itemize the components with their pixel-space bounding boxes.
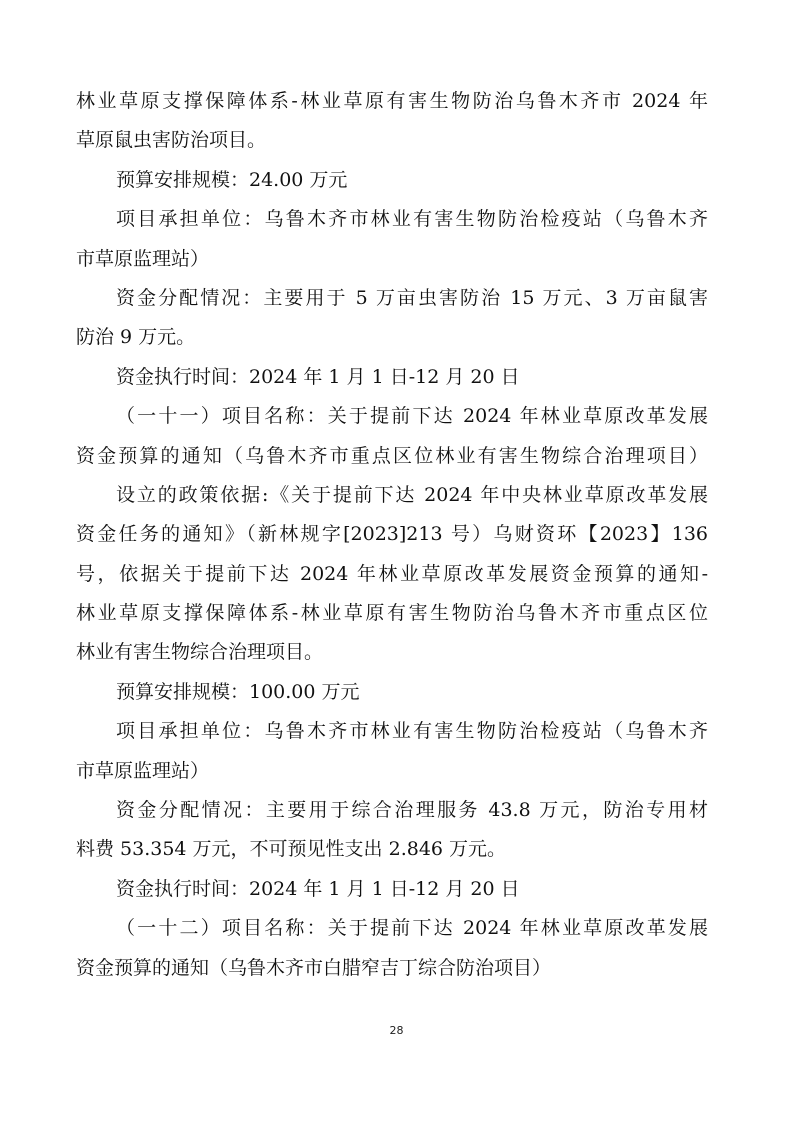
text-line: 资金任务的通知》（新林规字[2023]213 号）乌财资环【2023】136 <box>76 523 708 546</box>
text-line: 预算安排规模：24.00 万元 <box>116 168 348 191</box>
text-line: 预算安排规模：100.00 万元 <box>116 680 360 703</box>
text-line: 林业草原支撑保障体系-林业草原有害生物防治乌鲁木齐市重点区位 <box>76 602 708 625</box>
text-line: （一十二）项目名称：关于提前下达 2024 年林业草原改革发展 <box>116 917 708 940</box>
text-line: 料费 53.354 万元，不可预见性支出 2.846 万元。 <box>76 838 507 861</box>
text-line: 资金分配情况：主要用于 5 万亩虫害防治 15 万元、3 万亩鼠害 <box>116 286 708 309</box>
text-line: 号，依据关于提前下达 2024 年林业草原改革发展资金预算的通知- <box>76 562 708 585</box>
text-line: 林业草原支撑保障体系-林业草原有害生物防治乌鲁木齐市 2024 年 <box>76 90 708 112</box>
text-line: 资金预算的通知（乌鲁木齐市白腊窄吉丁综合防治项目） <box>76 956 552 979</box>
text-line: 项目承担单位：乌鲁木齐市林业有害生物防治检疫站（乌鲁木齐 <box>116 208 708 231</box>
text-line: 林业有害生物综合治理项目。 <box>76 641 324 664</box>
text-line: 草原鼠虫害防治项目。 <box>76 129 267 152</box>
page-number: 28 <box>389 1024 404 1037</box>
text-line: （一十一）项目名称：关于提前下达 2024 年林业草原改革发展 <box>116 405 708 428</box>
text-line: 市草原监理站） <box>76 759 210 782</box>
text-line: 项目承担单位：乌鲁木齐市林业有害生物防治检疫站（乌鲁木齐 <box>116 720 708 743</box>
document-body <box>76 82 708 988</box>
text-line: 资金执行时间：2024 年 1 月 1 日-12 月 20 日 <box>116 365 520 388</box>
text-line: 资金预算的通知（乌鲁木齐市重点区位林业有害生物综合治理项目） <box>76 444 708 467</box>
text-line: 资金执行时间：2024 年 1 月 1 日-12 月 20 日 <box>116 877 520 900</box>
text-line: 防治 9 万元。 <box>76 326 196 349</box>
text-line: 设立的政策依据:《关于提前下达 2024 年中央林业草原改革发展 <box>116 483 708 506</box>
text-line: 资金分配情况：主要用于综合治理服务 43.8 万元，防治专用材 <box>116 799 708 822</box>
text-line: 市草原监理站） <box>76 247 210 270</box>
